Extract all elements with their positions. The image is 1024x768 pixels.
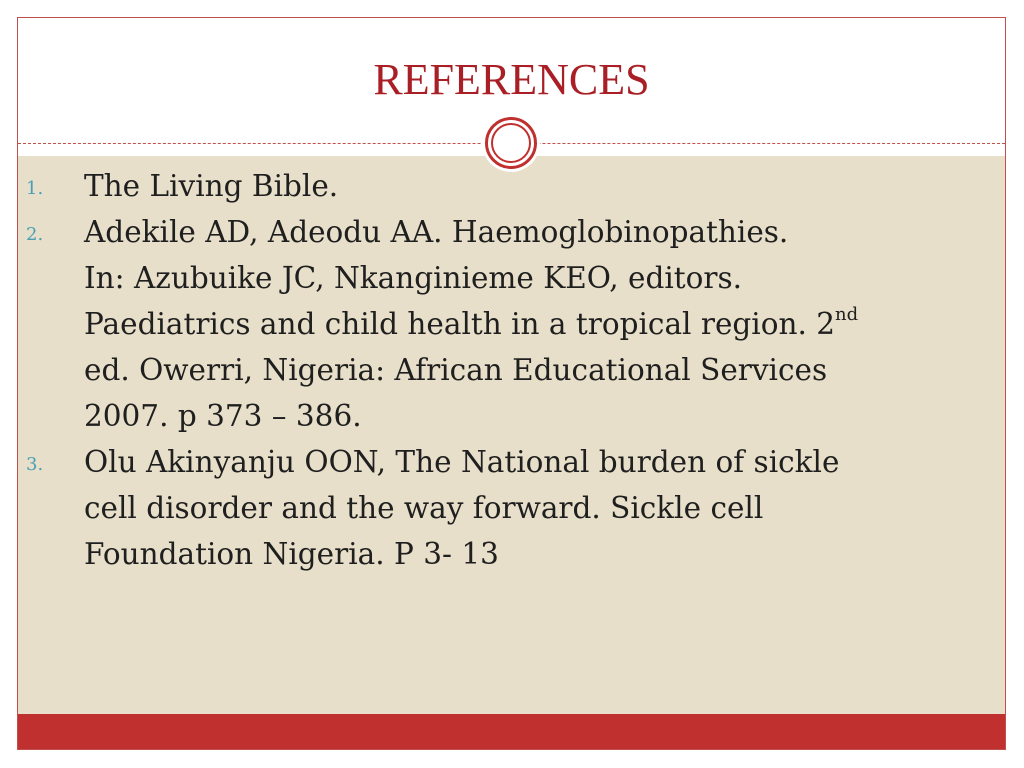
reference-line-with-superscript — [84, 301, 966, 347]
reference-line: In: Azubuike JC, Nkanginieme KEO, editors. — [84, 261, 743, 295]
reference-item-1 — [26, 163, 966, 209]
reference-line: ed. Owerri, Nigeria: African Educational Services — [84, 353, 828, 387]
edition-superscript: nd — [835, 304, 859, 325]
reference-line: The Living Bible. — [84, 169, 339, 203]
reference-line: Adekile AD, Adeodu AA. Haemoglobinopathies. — [84, 215, 789, 249]
reference-line: 2007. p 373 – 386. — [84, 399, 362, 433]
reference-line: cell disorder and the way forward. Sickle cell — [84, 491, 764, 525]
reference-line: Foundation Nigeria. P 3- 13 — [84, 537, 499, 571]
reference-list — [26, 163, 966, 577]
reference-item-2 — [26, 209, 966, 439]
slide-title: REFERENCES — [373, 55, 650, 104]
reference-item-3 — [26, 439, 966, 577]
ornament-inner-ring — [491, 123, 531, 163]
reference-number: 1. — [26, 178, 44, 199]
reference-line-text: Paediatrics and child health in a tropical region. 2 — [84, 307, 836, 341]
reference-line: Olu Akinyanju OON, The National burden of sickle — [84, 445, 840, 479]
reference-number: 2. — [26, 224, 44, 245]
footer-bar — [18, 714, 1005, 749]
reference-number: 3. — [26, 454, 44, 475]
